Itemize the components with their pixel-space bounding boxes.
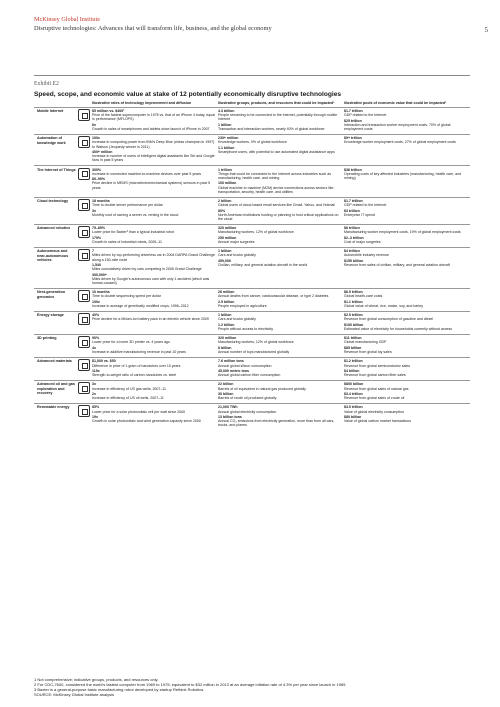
metric-description: Growth in sales of industrial robots, 2009–11 [92, 239, 162, 244]
technology-name: Renewable energy [34, 404, 78, 431]
metric-value: 400+ million [92, 149, 113, 154]
cell-improve [92, 134, 218, 165]
cell-groups [218, 197, 344, 224]
metric-value: $3 trillion [344, 208, 360, 213]
metric-value: 90% [92, 336, 100, 341]
cell-improve [92, 381, 218, 404]
metric-value: 19x [92, 414, 98, 419]
cell-value [344, 166, 470, 197]
metric-description: Annual global silicon consumption [218, 363, 272, 368]
metric-description: People employed in agriculture [218, 303, 267, 308]
cell-value [344, 247, 470, 288]
metric-description: People remaining to be connected to the Internet, potentially through mobile Internet [218, 113, 338, 122]
metric-value: 450,000 [218, 258, 231, 263]
metric-description: Revenue from global carbon fiber sales [344, 373, 406, 378]
solar-panel-icon [78, 405, 90, 417]
technology-name: 3D printing [34, 334, 78, 357]
metric-description: Estimated value of electricity for households currently without access [344, 326, 453, 331]
cell-improve [92, 404, 218, 431]
metric-description: Time to double sequencing speed per dollar [92, 294, 161, 299]
metric-description: Global value of wheat, rice, maize, soy, and barley [344, 303, 423, 308]
source-note: SOURCE: McKinsey Global Institute analysis [34, 692, 115, 697]
cell-value [344, 381, 470, 404]
metric-value: 13 billion tons [218, 414, 242, 419]
metric-description: Miles driven by Google's autonomous cars with only 1 accident (which was human-caused) [92, 276, 210, 285]
technology-name: Autonomous and near-autonomous vehicles [34, 247, 78, 288]
technology-table [34, 101, 470, 430]
metric-value: $11 trillion [344, 336, 362, 341]
metric-description: Value of global electricity consumption [344, 409, 405, 414]
metric-value: 8 billion [218, 345, 232, 350]
metric-value: 22 billion [218, 382, 234, 387]
cell-improve [92, 311, 218, 334]
metric-description: Global machine to machine (M2M) device connections across sectors like transportation, security, health care, and utilities [218, 185, 334, 194]
cell-groups [218, 247, 344, 288]
cell-improve [92, 334, 218, 357]
cell-value [344, 224, 470, 247]
metric-description: Knowledge worker employment costs, 27% of global employment costs [344, 140, 456, 145]
metric-description: Barrels of crude oil produced globally [218, 396, 277, 401]
metric-description: Global users of cloud-based email services like Gmail, Yahoo, and Hotmail [218, 203, 335, 208]
network-icon [78, 168, 90, 180]
metric-description: Global health-care costs [344, 294, 383, 299]
metric-description: Growth in sales of smartphones and tablets since launch of iPhone in 2007 [92, 126, 210, 131]
metric-value: $80 billion [344, 414, 362, 419]
metric-value: $6.5 trillion [344, 290, 363, 295]
metric-description: Lower price for a home 3D printer vs. 4 years ago [92, 340, 170, 345]
metric-description: Strength-to-weight ratio of carbon nanotubes vs. steel [92, 373, 177, 378]
metric-value: 4.3 billion [218, 109, 235, 114]
metric-value: $800 billion [344, 382, 364, 387]
metric-value: 230+ million [218, 136, 239, 141]
metric-description: Increase in number of users of intelligent digital assistants like Siri and Google Now in past 5 years [92, 154, 215, 163]
metric-value: $1,000 vs. $50 [92, 359, 116, 364]
technology-name: Advanced robotics [34, 224, 78, 247]
cell-improve [92, 166, 218, 197]
cloud-icon [78, 199, 90, 211]
metric-description: Revenue from global consumption of gasoline and diesel [344, 317, 434, 322]
metric-value: 4x [92, 345, 96, 350]
cell-value [344, 107, 470, 134]
metric-value: 1,540 [92, 262, 101, 267]
technology-name: Energy storage [34, 311, 78, 334]
column-header-value: Illustrative pools of economic value that could be impacted¹ [344, 101, 447, 105]
metric-description: Miles cumulatively driven by cars competing in 2005 Grand Challenge [92, 267, 202, 272]
table-row [34, 404, 470, 431]
metric-value: 1.1 billion [218, 145, 235, 150]
technology-name: The Internet of Things [34, 166, 78, 197]
metric-description: Transaction and interaction workers, nearly 40% of global workforce [218, 126, 325, 131]
metric-value: 100x [92, 299, 100, 304]
footnote: 1 Not comprehensive; indicative groups, products, and resources only. [34, 677, 159, 682]
metric-value: 75–85% [92, 226, 106, 231]
column-header-groups: Illustrative groups, products, and resources that could be impacted¹ [218, 101, 335, 105]
metric-description: Price decline in MEMS (microelectromechanical systems) sensors in past 5 years [92, 181, 211, 190]
cell-improve [92, 288, 218, 311]
metric-value: 7.6 million tons [218, 359, 244, 364]
metric-value: 10 months [92, 290, 110, 295]
metric-description: Annual CO₂ emissions from electricity generation, more than from all cars, trucks, and planes [218, 419, 335, 428]
metric-description: Growth in solar photovoltaic and wind generation capacity since 2000 [92, 419, 201, 424]
cell-value [344, 197, 470, 224]
metric-value: $155 billion [344, 258, 364, 263]
metric-description: Manufacturing workers, 12% of global workforce [218, 340, 294, 345]
cell-value [344, 311, 470, 334]
metric-value: 80–90% [92, 177, 106, 182]
metric-value: $4 trillion [344, 249, 360, 254]
cell-value [344, 288, 470, 311]
metric-value: 320 million [218, 226, 237, 231]
metric-value: $25 trillion [344, 118, 362, 123]
metric-value: $85 billion [344, 345, 362, 350]
cell-groups [218, 334, 344, 357]
metric-value: 7 [92, 249, 94, 254]
table-row [34, 334, 470, 357]
metric-description: Cars and trucks globally [218, 317, 256, 322]
metric-value: $1.7 trillion [344, 199, 363, 204]
report-subtitle: Disruptive technologies: Advances that will transform life, business, and the global economy [34, 25, 272, 32]
metric-description: GDP related to the Internet [344, 203, 387, 208]
metric-value: 45,000 metric tons [218, 368, 249, 373]
metric-value: $1.2 trillion [344, 359, 363, 364]
cell-value [344, 334, 470, 357]
technology-name: Mobile Internet [34, 107, 78, 134]
molecule-icon [78, 359, 90, 371]
cell-groups [218, 311, 344, 334]
cell-value [344, 134, 470, 165]
metric-description: Revenue from global sales of natural gas [344, 386, 409, 391]
metric-value: $1.7 trillion [344, 109, 363, 114]
metric-value: $100 billion [344, 322, 364, 327]
metric-value: 2.5 billion [218, 299, 235, 304]
metric-value: 85% [92, 405, 100, 410]
metric-description: Barrels of oil equivalent in natural gas produced globally [218, 386, 306, 391]
metric-value: 2x [92, 391, 96, 396]
cell-improve [92, 357, 218, 380]
metric-value: $2.5 trillion [344, 313, 363, 318]
metric-description: Increase in efficiency of US oil wells, 2007–11 [92, 396, 164, 401]
metric-description: Price of the fastest supercomputer in 1975 vs. that of an iPhone 4 today, equal in performance (MFLOPS) [92, 113, 215, 122]
metric-description: Annual global carbon fiber consumption [218, 373, 281, 378]
metric-value: 30 billion [218, 391, 234, 396]
cell-value [344, 357, 470, 380]
metric-description: Annual number of toys manufactured globally [218, 350, 290, 354]
footnote: 2 For CDC-7600, considered the world's fastest computer from 1969 to 1975; equivalent to $32 million in 2013 at an average inflation rate of 4.3% per year since launch in 1969. [34, 682, 347, 687]
metric-value: 300,000+ [92, 272, 107, 277]
metric-description: Time to double server performance per dollar [92, 203, 163, 208]
metric-value: $5 million vs. $400² [92, 109, 125, 114]
metric-description: Interaction and transaction worker employment costs, 70% of global employment costs [344, 122, 451, 131]
metric-description: Civilian, military, and general aviation aircraft in the world [218, 262, 308, 267]
robot-arm-icon [78, 226, 90, 238]
metric-value: 320 million [218, 336, 237, 341]
metric-value: 80% [218, 208, 226, 213]
metric-value: 26 million [218, 290, 235, 295]
metric-description: Cost of major surgeries [344, 239, 381, 244]
cell-groups [218, 404, 344, 431]
battery-icon [78, 313, 90, 325]
table-row [34, 166, 470, 197]
metric-description: North American institutions hosting or planning to host critical applications on the cloud [218, 212, 339, 221]
metric-description: Revenue from global toy sales [344, 350, 392, 354]
technology-name: Next-generation genomics [34, 288, 78, 311]
table-row [34, 224, 470, 247]
cell-value [344, 404, 470, 431]
cell-improve [92, 247, 218, 288]
metric-description: Increase in connected machine-to-machine devices over past 5 years [92, 171, 202, 176]
table-body [34, 107, 470, 430]
metric-description: Lower price for Baxter³ than a typical industrial robot [92, 230, 175, 235]
metric-value: 3x [92, 382, 96, 387]
org-name: McKinsey Global Institute [34, 16, 100, 23]
metric-description: Miles driven by top-performing driverless car in 2004 DARPA Grand Challenge along a 150-mile route [92, 253, 215, 262]
metric-value: 115x [92, 368, 100, 373]
table-row [34, 107, 470, 134]
metric-description: Price decline for a lithium-ion battery pack in an electric vehicle since 2009 [92, 317, 209, 322]
metric-description: Operating costs of key affected industries (manufacturing, health care, and mining) [344, 171, 462, 180]
table-row [34, 311, 470, 334]
table-row [34, 357, 470, 380]
metric-description: Enterprise IT spend [344, 212, 375, 217]
footnote: 3 Baxter is a general-purpose basic manufacturing robot developed by startup Rethink Robotics. [34, 687, 205, 692]
metric-value: 250 million [218, 235, 237, 240]
cell-groups [218, 134, 344, 165]
technology-name: Advanced oil and gas exploration and recovery [34, 381, 78, 404]
metric-description: Manufacturing worker employment costs, 19% of global employment costs [344, 230, 461, 235]
metric-description: Value of global carbon market transactions [344, 419, 411, 424]
table-row [34, 288, 470, 311]
metric-value: 1 trillion [218, 167, 232, 172]
cell-groups [218, 381, 344, 404]
metric-value: 6x [92, 122, 96, 127]
metric-value: $6 trillion [344, 226, 360, 231]
metric-value: 1 billion [218, 313, 232, 318]
cell-groups [218, 107, 344, 134]
cell-groups [218, 288, 344, 311]
metric-description: Monthly cost of owning a server vs. renting in the cloud [92, 212, 179, 217]
metric-value: $9+ trillion [344, 136, 362, 141]
metric-value: 170% [92, 235, 102, 240]
table-row [34, 381, 470, 404]
metric-description: Revenue from global semiconductor sales [344, 363, 411, 368]
metric-description: GDP related to the Internet [344, 113, 387, 118]
technology-name: Automation of knowledge work [34, 134, 78, 165]
metric-description: Cars and trucks globally [218, 253, 256, 258]
metric-value: 1 billion [218, 249, 232, 254]
metric-value: $3.5 trillion [344, 405, 363, 410]
metric-value: 21,000 TWh [218, 405, 238, 410]
footnotes [34, 677, 474, 697]
table-row [34, 247, 470, 288]
exhibit-label: Exhibit E2 [34, 81, 59, 87]
metric-value: $4 billion [344, 368, 360, 373]
metric-value: 100x [92, 136, 100, 141]
printer-icon [78, 336, 90, 348]
metric-description: Manufacturing workers, 12% of global workforce [218, 230, 294, 235]
brain-gear-icon [78, 136, 90, 148]
page-number: 5 [484, 26, 488, 34]
metric-value: 1 billion [218, 122, 232, 127]
page-header [34, 16, 474, 32]
metric-value: 2 billion [218, 199, 232, 204]
metric-description: Increase in acreage of genetically modified crops, 1996–2012 [92, 303, 189, 308]
metric-value: 100 million [218, 181, 237, 186]
metric-description: Annual major surgeries [218, 239, 255, 244]
metric-description: Annual deaths from cancer, cardiovascular disease, or type 2 diabetes [218, 294, 329, 299]
column-header-improvement: Illustrative rates of technology improvement and diffusion [92, 101, 192, 105]
metric-description: Increase in additive manufacturing revenue in past 10 years [92, 350, 186, 354]
table-row [34, 134, 470, 165]
cell-groups [218, 166, 344, 197]
cell-groups [218, 357, 344, 380]
metric-description: Automobile industry revenue [344, 253, 389, 258]
cell-groups [218, 224, 344, 247]
metric-description: Difference in price of 1 gram of nanotubes over 10 years [92, 363, 181, 368]
metric-value: 40% [92, 313, 100, 318]
metric-value: $2–3 trillion [344, 235, 364, 240]
cell-improve [92, 107, 218, 134]
metric-description: Increase in efficiency of US gas wells, 2007–11 [92, 386, 167, 391]
metric-description: Things that could be connected to the Internet across industries such as manufacturing, health care, and mining [218, 171, 331, 180]
metric-description: Smartphone users, with potential to use automated digital assistance apps [218, 149, 335, 154]
metric-description: Knowledge workers, 9% of global workforce [218, 140, 287, 145]
metric-value: $1.1 trillion [344, 299, 363, 304]
metric-value: 18 months [92, 199, 110, 204]
metric-description: Lower price for a solar photovoltaic cell per watt since 2000 [92, 409, 186, 414]
table-row [34, 197, 470, 224]
smartphone-icon [78, 109, 90, 121]
dna-icon [78, 290, 90, 302]
metric-description: Revenue from sales of civilian, military, and general aviation aircraft [344, 262, 450, 267]
oil-rig-icon [78, 382, 90, 394]
metric-value: 300% [92, 167, 102, 172]
metric-description: Annual global electricity consumption [218, 409, 277, 414]
cell-improve [92, 197, 218, 224]
metric-value: 1.2 billion [218, 322, 235, 327]
technology-name: Cloud technology [34, 197, 78, 224]
exhibit-title: Speed, scope, and economic value at stake of 12 potentially economically disruptive technologies [34, 91, 342, 98]
metric-value: $3.4 trillion [344, 391, 363, 396]
metric-description: Revenue from global sales of crude oil [344, 396, 405, 401]
metric-value: 3x [92, 208, 96, 213]
metric-description: People without access to electricity [218, 326, 274, 331]
technology-name: Advanced materials [34, 357, 78, 380]
header-rule [34, 75, 470, 76]
metric-value: $36 trillion [344, 167, 362, 172]
cell-improve [92, 224, 218, 247]
metric-description: Global manufacturing GDP [344, 340, 387, 345]
car-icon [78, 249, 90, 261]
metric-description: Increase in computing power from IBM's Deep Blue (chess champion in 1997) to Watson (Jeopardy winner in 2011) [92, 140, 215, 149]
